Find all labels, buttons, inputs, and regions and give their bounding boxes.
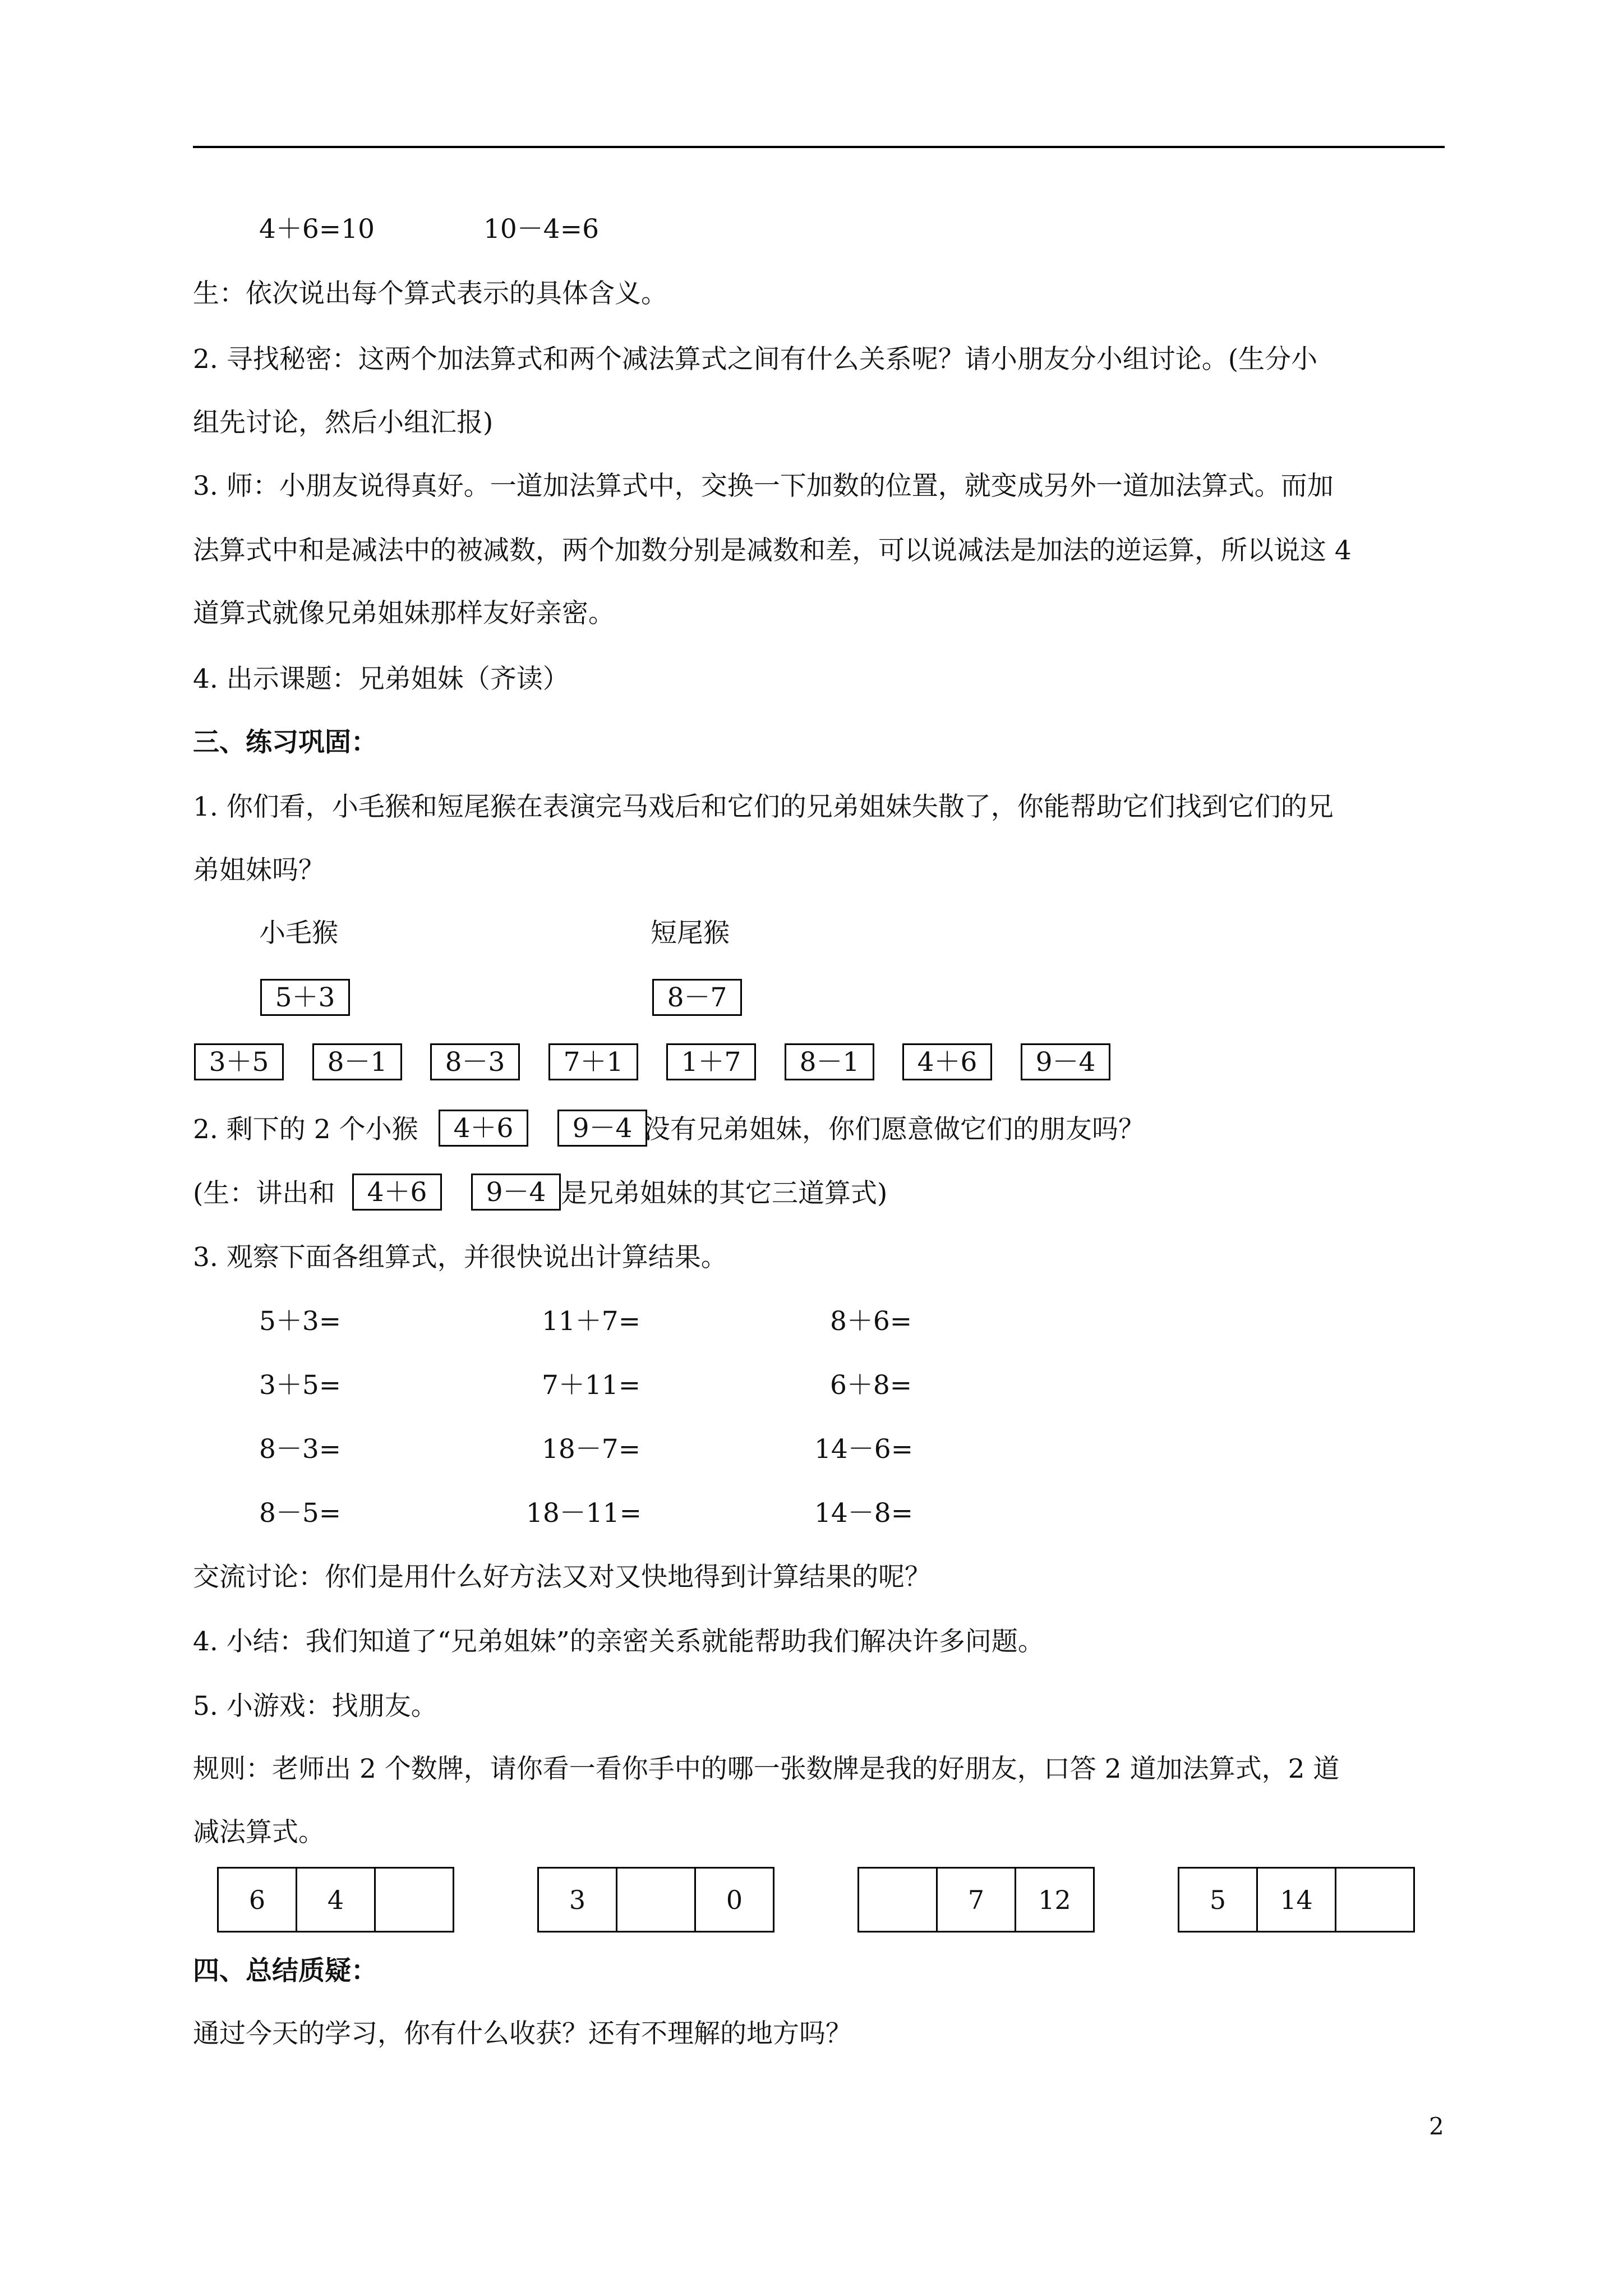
equation-card: 9－4 (557, 1110, 647, 1147)
section-heading: 三、练习巩固： (193, 727, 377, 758)
paragraph: 2. 剩下的 2 个小猴 (193, 1114, 418, 1145)
exercise: 14－8= (814, 1498, 914, 1529)
equation: 10－4=6 (483, 214, 599, 245)
paragraph: 通过今天的学习，你有什么收获？还有不理解的地方吗？ (193, 2018, 852, 2049)
exercise: 11＋7= (542, 1306, 641, 1337)
number-card-table (1178, 1867, 1415, 1932)
paragraph: 规则：老师出 2 个数牌，请你看一看你手中的哪一张数牌是我的好朋友，口答 2 道加法算式，2 道 (193, 1754, 1340, 1784)
equation-card: 4＋6 (902, 1043, 992, 1080)
equation-card: 9－4 (1021, 1043, 1110, 1080)
paragraph: 法算式中和是减法中的被减数，两个加数分别是减数和差，可以说减法是加法的逆运算，所以说这 4 (193, 535, 1352, 566)
number-cell: 3 (537, 1867, 617, 1932)
equation-card: 4＋6 (439, 1110, 528, 1147)
equation-card: 8－1 (785, 1043, 874, 1080)
paragraph: 3. 师：小朋友说得真好。一道加法算式中，交换一下加数的位置，就变成另外一道加法算式。而加 (193, 471, 1334, 501)
exercise: 8－3= (259, 1434, 342, 1465)
number-cell: 0 (694, 1867, 774, 1932)
exercise: 7＋11= (542, 1370, 641, 1401)
exercise: 6＋8= (830, 1370, 912, 1401)
exercise: 8＋6= (830, 1306, 912, 1337)
exercise: 14－6= (814, 1434, 914, 1465)
exercise: 18－7= (542, 1434, 641, 1465)
number-cell: 6 (217, 1867, 297, 1932)
number-card-table (857, 1867, 1095, 1932)
number-card-table (537, 1867, 774, 1932)
paragraph: 是兄弟姐妹的其它三道算式) (561, 1178, 888, 1209)
paragraph: 5. 小游戏：找朋友。 (193, 1691, 437, 1722)
paragraph: 弟姐妹吗？ (193, 855, 325, 886)
equation-card: 8－7 (652, 979, 742, 1016)
paragraph: 交流讨论：你们是用什么好方法又对又快地得到计算结果的呢？ (193, 1562, 931, 1593)
number-cell: 7 (936, 1867, 1016, 1932)
number-cell: 5 (1178, 1867, 1258, 1932)
number-cell (374, 1867, 454, 1932)
paragraph: (生：讲出和 (193, 1178, 335, 1209)
equation-card: 8－3 (430, 1043, 520, 1080)
paragraph: 2. 寻找秘密：这两个加法算式和两个减法算式之间有什么关系呢？请小朋友分小组讨论。(生分小 (193, 344, 1318, 375)
paragraph: 生：依次说出每个算式表示的具体含义。 (193, 278, 667, 309)
number-cell: 4 (296, 1867, 376, 1932)
exercise: 8－5= (259, 1498, 342, 1529)
header-rule (193, 146, 1445, 148)
equation-card: 4＋6 (352, 1174, 442, 1211)
paragraph: 组先讨论，然后小组汇报) (193, 407, 494, 438)
equation-card: 9－4 (471, 1174, 561, 1211)
paragraph: 1. 你们看，小毛猴和短尾猴在表演完马戏后和它们的兄弟姐妹失散了，你能帮助它们找到它们的兄 (193, 792, 1334, 822)
paragraph: 4. 出示课题：兄弟姐妹（齐读） (193, 664, 569, 694)
paragraph: 减法算式。 (193, 1817, 325, 1848)
page-number: 2 (1429, 2113, 1444, 2140)
number-cell (616, 1867, 696, 1932)
equation: 4＋6=10 (259, 214, 375, 245)
equation-card: 1＋7 (666, 1043, 756, 1080)
equation-card: 7＋1 (548, 1043, 638, 1080)
paragraph: 没有兄弟姐妹，你们愿意做它们的朋友吗？ (644, 1114, 1145, 1145)
paragraph: 4. 小结：我们知道了“兄弟姐妹”的亲密关系就能帮助我们解决许多问题。 (193, 1626, 1044, 1657)
number-cell: 12 (1015, 1867, 1095, 1932)
number-cell (857, 1867, 938, 1932)
exercise: 5＋3= (259, 1306, 342, 1337)
number-cell (1335, 1867, 1415, 1932)
number-cell: 14 (1256, 1867, 1336, 1932)
paragraph: 3. 观察下面各组算式，并很快说出计算结果。 (193, 1242, 727, 1273)
paragraph: 道算式就像兄弟姐妹那样友好亲密。 (193, 598, 615, 629)
exercise: 18－11= (526, 1498, 642, 1529)
monkey-label: 小毛猴 (259, 918, 338, 949)
section-heading: 四、总结质疑： (193, 1955, 377, 1986)
monkey-label: 短尾猴 (651, 918, 730, 949)
equation-card: 5＋3 (260, 979, 350, 1016)
number-card-table (217, 1867, 454, 1932)
equation-card: 8－1 (312, 1043, 402, 1080)
equation-card: 3＋5 (194, 1043, 284, 1080)
exercise: 3＋5= (259, 1370, 342, 1401)
